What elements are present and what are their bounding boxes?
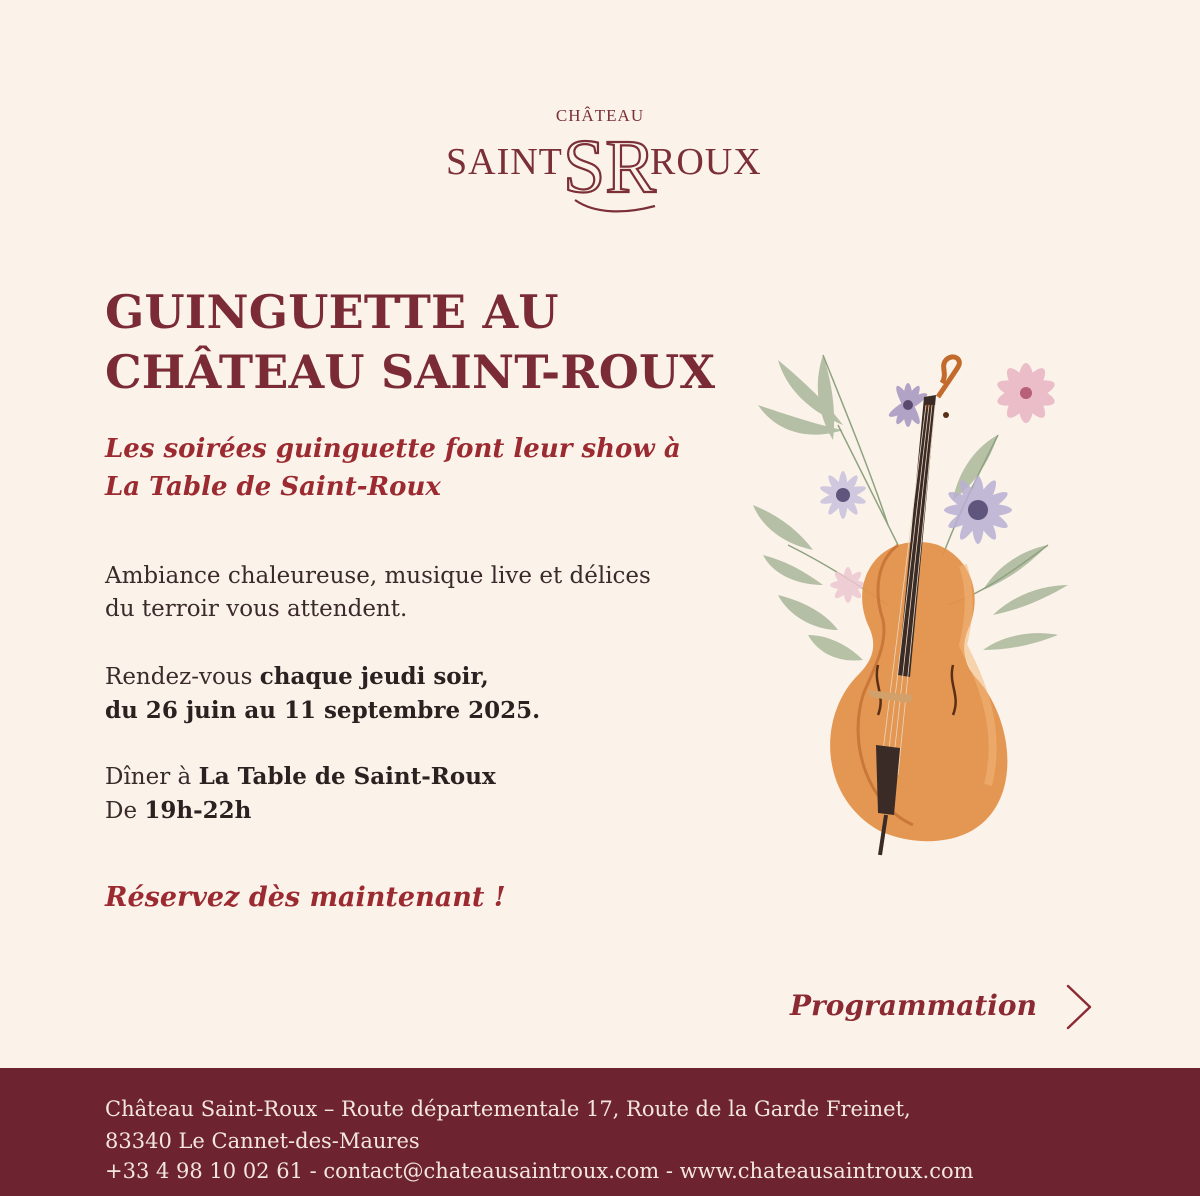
- footer-contact-line[interactable]: +33 4 98 10 02 61 - contact@chateausaintroux.com - www.chateausaintroux.com: [105, 1159, 974, 1183]
- logo-monogram-text: SR: [563, 125, 656, 209]
- dinner-prefix: Dîner à: [105, 764, 199, 790]
- footer-address-line-1: Château Saint-Roux – Route départementale 17, Route de la Garde Freinet,: [105, 1097, 911, 1121]
- sr-monogram-icon: [555, 122, 665, 214]
- logo-saint-text: SAINT: [446, 141, 563, 183]
- chevron-right-icon: [1060, 982, 1096, 1032]
- chateau-saint-roux-logo: [440, 100, 760, 220]
- footer-address-line-2: 83340 Le Cannet-des-Maures: [105, 1129, 420, 1153]
- schedule-dates: du 26 juin au 11 septembre 2025.: [105, 697, 541, 724]
- subtitle-line-2: La Table de Saint-Roux: [105, 472, 441, 502]
- cello: [830, 357, 1007, 855]
- schedule-day: chaque jeudi soir,: [259, 663, 489, 690]
- page-title: [105, 282, 765, 402]
- title-line-1: GUINGUETTE AU: [105, 285, 559, 339]
- cello-with-flowers-illustration: [748, 345, 1088, 860]
- dinner-venue: La Table de Saint-Roux: [198, 763, 496, 790]
- footer: [0, 1068, 1200, 1196]
- ambiance-line-2: du terroir vous attendent.: [105, 596, 408, 622]
- schedule-prefix: Rendez-vous: [105, 664, 260, 690]
- flower-pink-small: [830, 567, 866, 603]
- programmation-link[interactable]: [790, 982, 1110, 1032]
- subtitle-line-1: Les soirées guinguette font leur show à: [105, 434, 681, 464]
- schedule-paragraph: [105, 660, 745, 728]
- ambiance-paragraph: [105, 560, 745, 626]
- page-subtitle: [105, 430, 745, 506]
- flower-purple-3: [819, 471, 868, 519]
- ambiance-line-1: Ambiance chaleureuse, musique live et délices: [105, 563, 651, 589]
- flower-pink: [995, 363, 1058, 423]
- logo-roux-text: ROUX: [650, 141, 762, 183]
- hours-prefix: De: [105, 798, 145, 824]
- dinner-paragraph: [105, 760, 745, 828]
- flower-purple-2: [944, 476, 1012, 544]
- title-line-2: CHÂTEAU SAINT-ROUX: [105, 345, 716, 399]
- programmation-label: Programmation: [790, 989, 1037, 1022]
- logo-chateau-text: CHÂTEAU: [555, 106, 645, 125]
- dinner-hours: 19h-22h: [144, 797, 252, 824]
- reserve-now-text: Réservez dès maintenant !: [105, 882, 506, 913]
